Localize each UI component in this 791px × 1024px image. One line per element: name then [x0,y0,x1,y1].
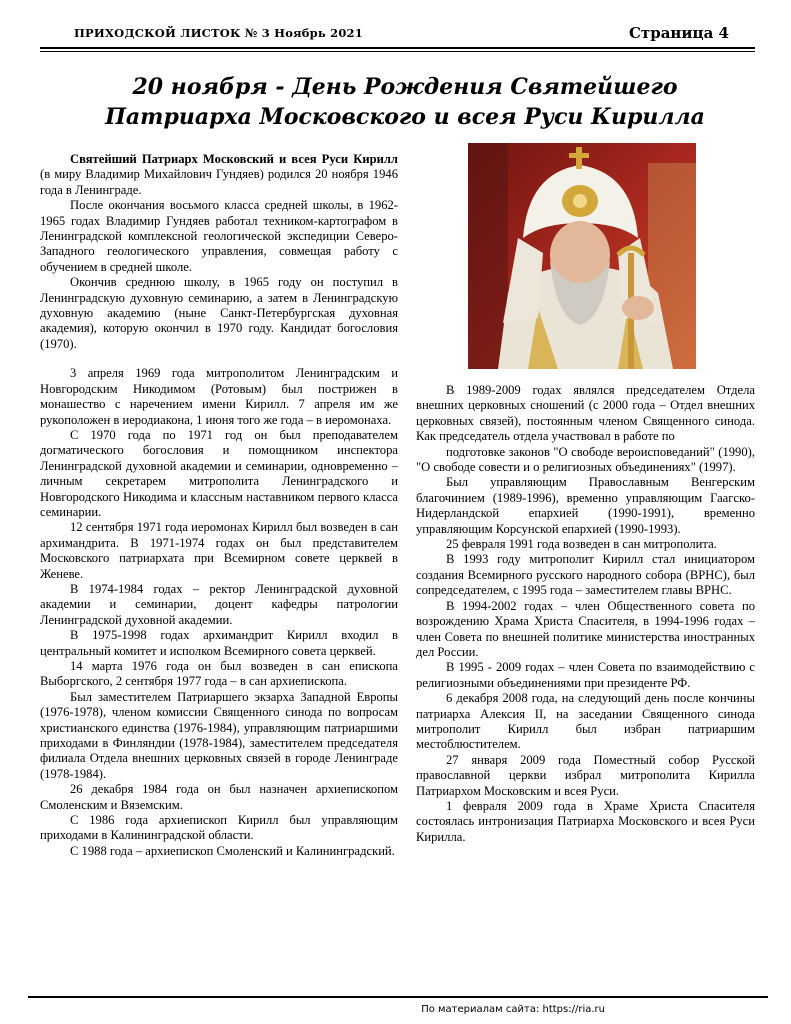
paragraph: Был управляющим Православным Венгерским благочинием (1989-1996), временно управляющим Гаагско-Нидерландской епархией (1990-1991), временно управляющим Корсунской епархией (1990-1993). [416,475,755,536]
patriarch-portrait-icon [468,143,696,369]
paragraph: 12 сентября 1971 года иеромонах Кирилл был возведен в сан архимандрита. В 1971-1974 годах он был представителем Московского патриархата при Всемирном совете церквей в Женеве. [40,520,398,581]
patriarch-photo [468,143,696,369]
paragraph: После окончания восьмого класса средней школы, в 1962-1965 годах Владимир Гундяев работал техником-картографом в Ленинградской комплексной геологической экспедиции Северо-Западного геологического управления, совмещая работу с обучением в средней школе. [40,198,398,274]
paragraph: подготовке законов "О свободе вероисповеданий" (1990), "О свободе совести и о религиозных объединениях" (1997). [416,444,755,475]
paragraph: 3 апреля 1969 года митрополитом Ленинградским и Новгородским Никодимом (Ротовым) был пострижен в монашество с наречением имени Кирилл. 7 апреля им же рукоположен в иеродиакона, 1 июня того же года – в иеромонаха. [40,366,398,427]
paragraph: В 1993 году митрополит Кирилл стал инициатором создания Всемирного русского народного собора (ВРНС), был сопредседателем, с 1995 года – заместителем главы ВРНС. [416,552,755,598]
paragraph: 26 декабря 1984 года он был назначен архиепископом Смоленским и Вяземским. [40,782,398,812]
paragraph: В 1974-1984 годах – ректор Ленинградской духовной академии и семинарии, доцент кафедры патрологии Ленинградской духовной академии. [40,581,398,627]
paragraph: 6 декабря 2008 года, на следующий день после кончины патриарха Алексия II, на заседании Священного синода митрополит Кирилл был избран патриаршим местоблюстителем. [416,691,755,752]
article-title [60,72,750,132]
page-number: Страница 4 [628,24,729,42]
article-title-line-1: 20 ноября - День Рождения Святейшего [132,74,678,100]
page-header-left: ПРИХОДСКОЙ ЛИСТОК № 3 Ноябрь 2021 [74,26,363,40]
header-rule [40,47,755,49]
paragraph: 14 марта 1976 года он был возведен в сан епископа Выборгского, 2 сентября 1977 года – в сан архиепископа. [40,659,398,689]
paragraph: Окончив среднюю школу, в 1965 году он поступил в Ленинградскую духовную семинарию, а затем в Ленинградскую духовную академию (ныне Санкт-Петербургская духовная академия), которую окончил в 1970 году. Кандидат богословия (1970). [40,275,398,351]
paragraph: В 1989-2009 годах являлся председателем Отдела внешних церковных сношений (с 2000 года – Отдел внешних церковных связей), постоянным членом Священного синода. Как председатель отдела участвовал в работе по [416,383,755,444]
paragraph: 1 февраля 2009 года в Храме Христа Спасителя состоялась интронизация Патриарха Московского и всея Руси Кирилла. [416,798,755,844]
article-title-line-2: Патриарха Московского и всея Руси Кирилла [105,104,705,130]
paragraph: С 1988 года – архиепископ Смоленский и Калининградский. [70,843,395,858]
right-column [416,383,755,845]
left-column [40,152,398,859]
paragraph-lead: Святейший Патриарх Московский и всея Руси Кирилл [70,152,398,166]
paragraph: 27 января 2009 года Поместный собор Русской православной церкви избрал митрополита Кирилла Патриархом Московским и всея Руси. [416,752,755,798]
header-rule-thin [40,51,755,52]
paragraph: 25 февраля 1991 года возведен в сан митрополита. [446,537,717,552]
paragraph [40,152,398,198]
paragraph: С 1986 года архиепископ Кирилл был управляющим приходами в Калининградской области. [40,813,398,843]
paragraph: В 1994-2002 годах – член Общественного совета по возрождению Храма Христа Спасителя, в 1994-1996 годах – член Совета по внешней политике министерства иностранных дел России. [416,598,755,659]
paragraph: С 1970 года по 1971 год он был преподавателем догматического богословия и помощником инспектора Ленинградской духовной академии и семинарии, одновременно – личным секретарем митрополита Ленинградского и Новгородского Никодима и классным наставником первого класса семинарии. [40,427,398,519]
paragraph: В 1995 - 2009 годах – член Совета по взаимодействию с религиозными объединениями при президенте РФ. [416,660,755,690]
footer-rule [28,996,768,998]
source-footer: По материалам сайта: https://ria.ru [421,1004,605,1015]
paragraph-rest: (в миру Владимир Михайлович Гундяев) родился 20 ноября 1946 года в Ленинграде. [40,167,398,197]
paragraph: Был заместителем Патриаршего экзарха Западной Европы (1976-1978), членом комиссии Священного синода по вопросам христианского единства (1976-1984), управляющим патриаршими приходами в Финляндии (1978-1984), заместителем председателя филиала Отдела внешних церковных связей в городе Ленинграде (1978-1984). [40,689,398,781]
paragraph: В 1975-1998 годах архимандрит Кирилл входил в центральный комитет и исполком Всемирного совета церквей. [40,628,398,658]
